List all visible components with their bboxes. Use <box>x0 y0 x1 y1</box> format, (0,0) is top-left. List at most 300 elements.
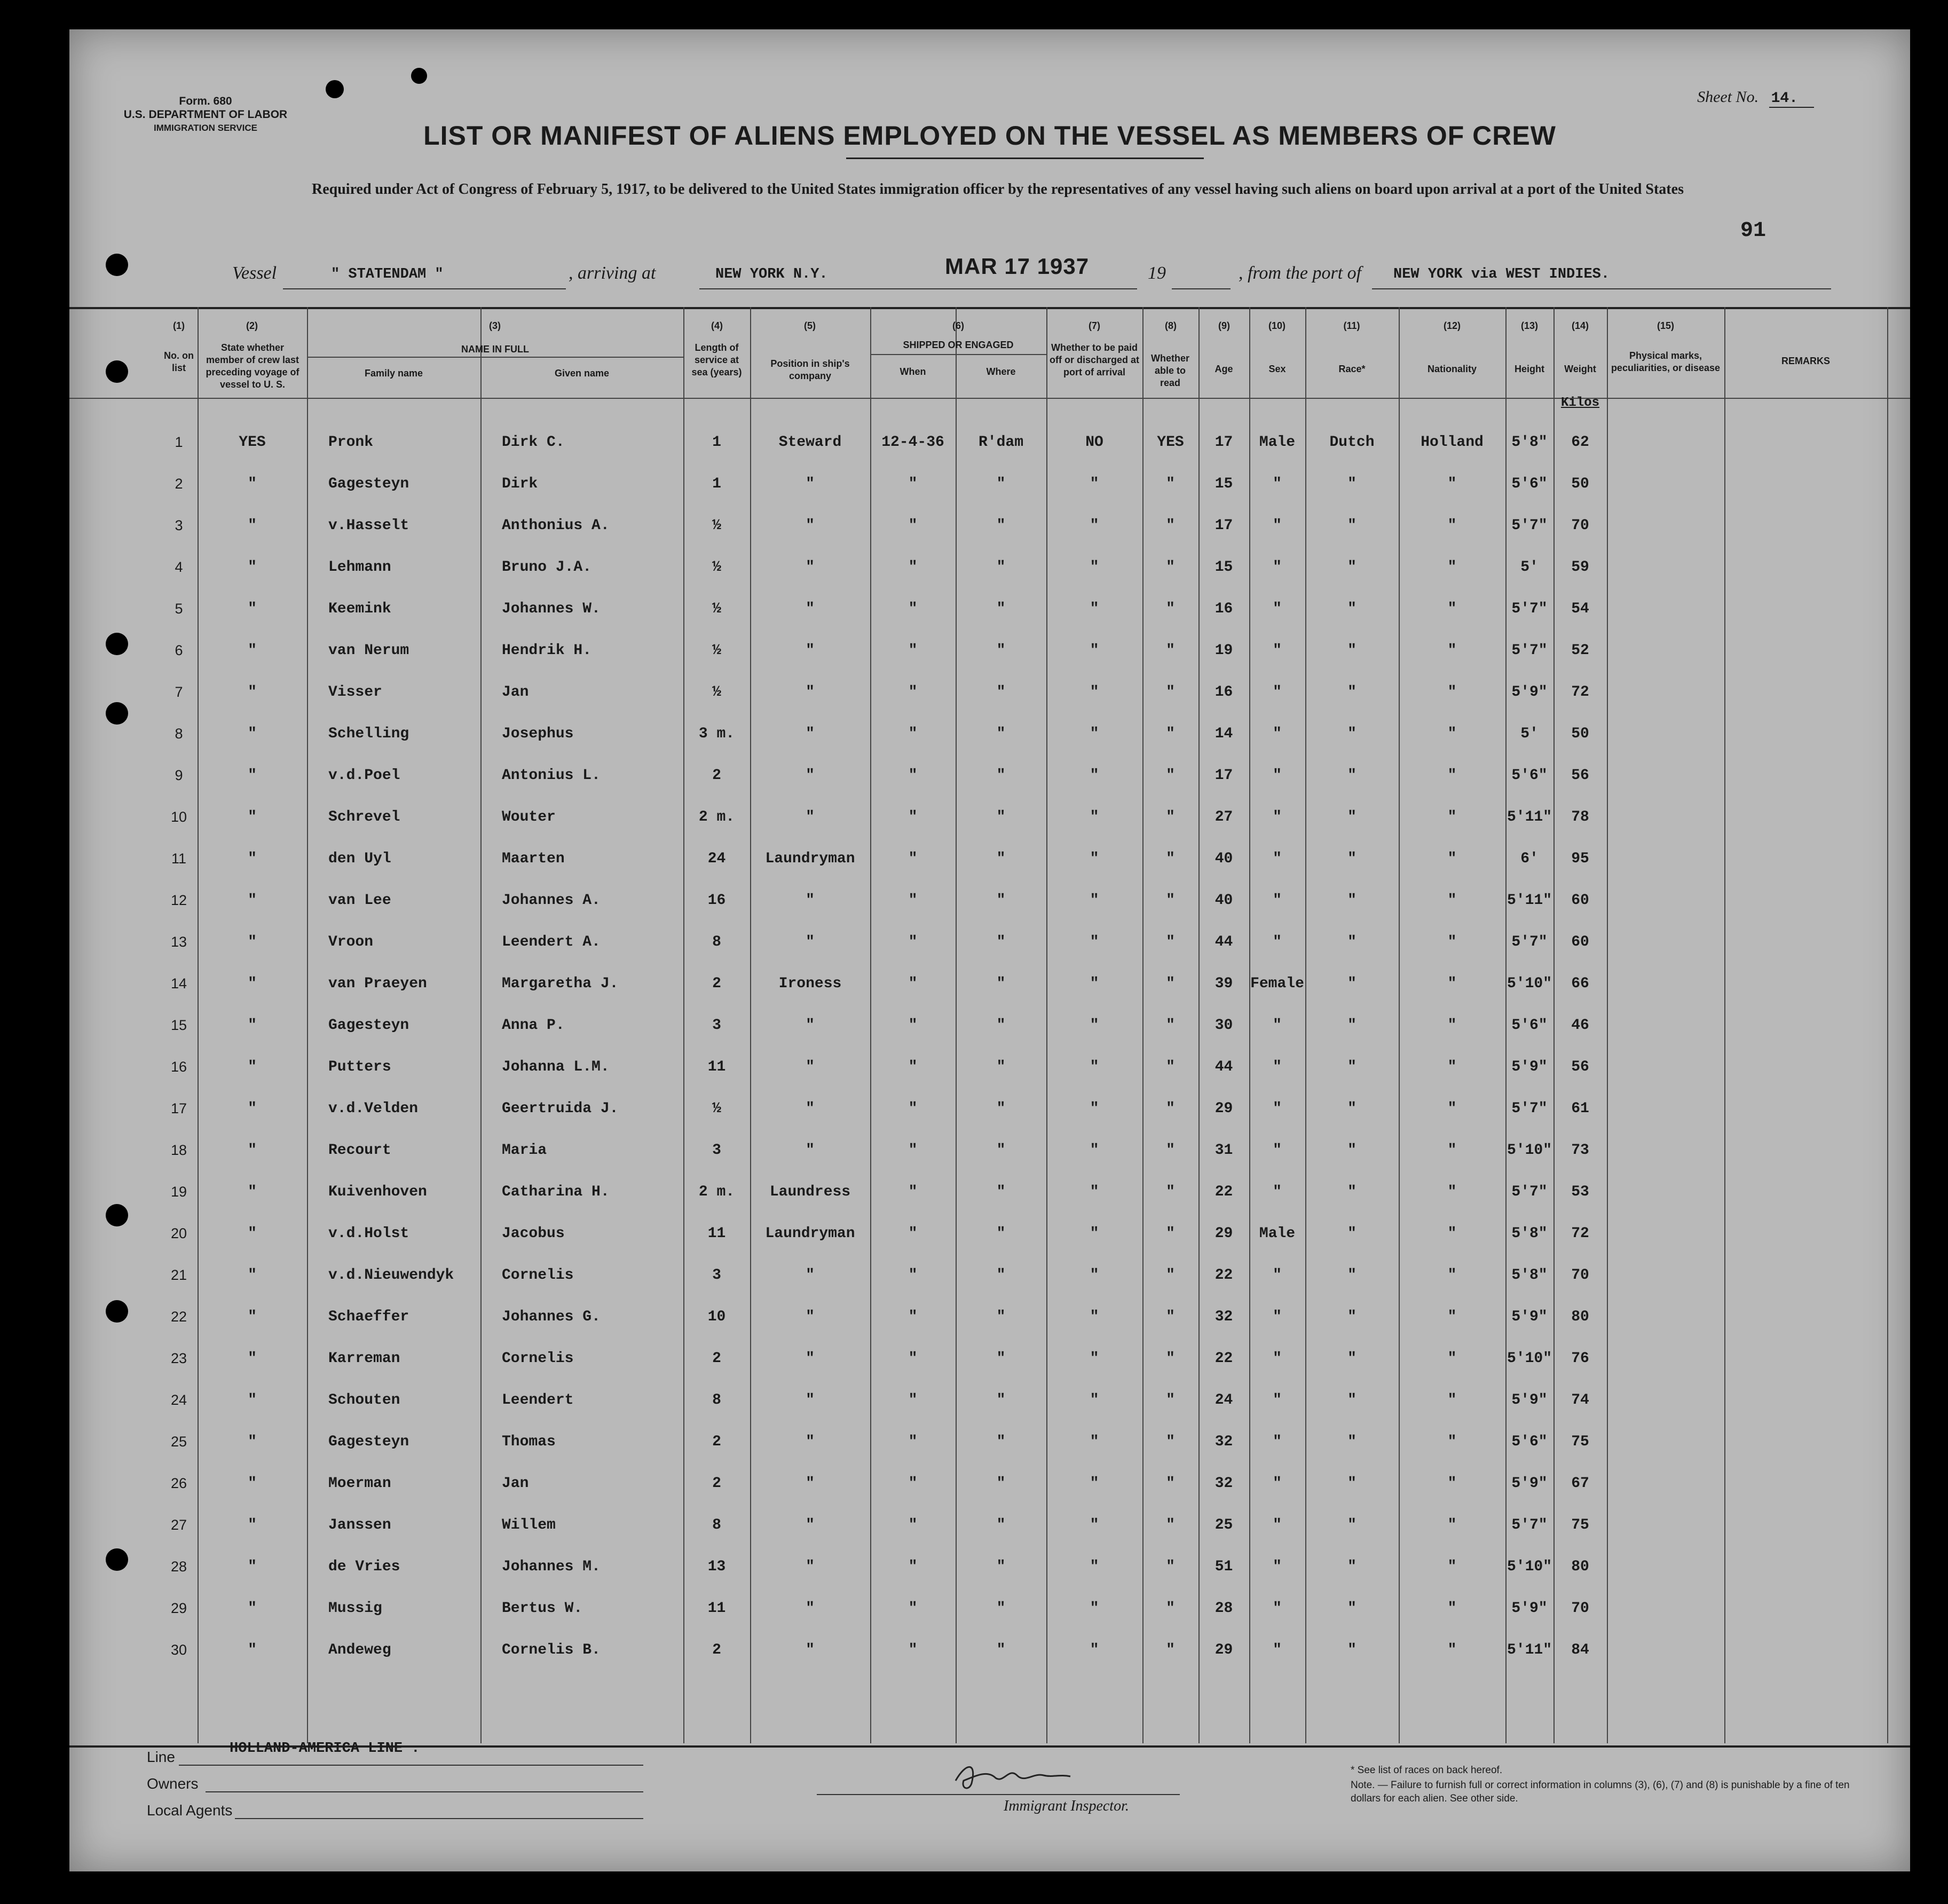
family-name-cell: Gagesteyn <box>328 476 409 492</box>
age-cell: 28 <box>1214 1600 1233 1617</box>
race-cell: " <box>1347 851 1356 867</box>
shipped-where-cell: " <box>996 476 1006 492</box>
able-to-read-cell: " <box>1166 1059 1175 1075</box>
vessel-underline <box>283 288 566 289</box>
given-name-cell: Maarten <box>502 851 565 867</box>
position-cell: " <box>806 559 815 576</box>
nationality-cell: " <box>1447 809 1457 825</box>
shipped-when-cell: " <box>908 1184 918 1200</box>
row-number: 14 <box>170 975 187 992</box>
shipped-when-cell: " <box>908 1017 918 1034</box>
given-name-cell: Johanna L.M. <box>502 1059 610 1075</box>
length-of-service-cell: 8 <box>712 1392 721 1409</box>
form-number: Form. 680 <box>179 95 232 107</box>
race-cell: " <box>1347 1434 1356 1450</box>
length-of-service-cell: 3 <box>712 1017 721 1034</box>
from-port-underline <box>1372 288 1831 289</box>
paid-off-cell: " <box>1090 1642 1099 1658</box>
previous-voyage-cell: " <box>248 1559 257 1575</box>
height-cell: 5'7" <box>1511 1184 1548 1200</box>
position-cell: Laundryman <box>765 1225 855 1242</box>
paid-off-cell: " <box>1090 767 1099 784</box>
paid-off-cell: " <box>1090 1559 1099 1575</box>
length-of-service-cell: 2 <box>712 1350 721 1367</box>
shipped-where-cell: " <box>996 1517 1006 1533</box>
able-to-read-cell: " <box>1166 1517 1175 1533</box>
race-cell: " <box>1347 517 1356 534</box>
table-row <box>69 1174 1910 1216</box>
height-cell: 5'9" <box>1511 684 1548 701</box>
age-cell: 39 <box>1214 975 1233 992</box>
row-number: 8 <box>175 726 183 742</box>
length-of-service-cell: 2 m. <box>698 1184 735 1200</box>
nationality-cell: " <box>1447 1309 1457 1325</box>
shipped-when-cell: " <box>908 1142 918 1159</box>
footnote-note: Note. — Failure to furnish full or correct information in columns (3), (6), (7) and (8) is punishable by a fine of ten dollars for each alien. See other side. <box>1351 1780 1850 1804</box>
height-cell: 5'9" <box>1511 1059 1548 1075</box>
from-label: , from the port of <box>1239 263 1362 283</box>
age-cell: 32 <box>1214 1309 1233 1325</box>
length-of-service-cell: 8 <box>712 1517 721 1533</box>
paid-off-cell: " <box>1090 1225 1099 1242</box>
race-cell: " <box>1347 559 1356 576</box>
position-cell: " <box>806 726 815 742</box>
length-of-service-cell: 24 <box>707 851 726 867</box>
position-cell: Steward <box>778 434 842 451</box>
position-cell: " <box>806 809 815 825</box>
race-cell: " <box>1347 601 1356 617</box>
previous-voyage-cell: " <box>248 1142 257 1159</box>
column-number: (8) <box>1165 320 1177 331</box>
shipped-where-cell: " <box>996 1225 1006 1242</box>
row-number: 20 <box>170 1225 187 1241</box>
age-cell: 29 <box>1214 1100 1233 1117</box>
column-number: (9) <box>1218 320 1230 331</box>
given-name-cell: Wouter <box>502 809 556 825</box>
table-row <box>69 674 1910 716</box>
previous-voyage-cell: " <box>248 642 257 659</box>
weight-cell: 76 <box>1571 1350 1589 1367</box>
row-number: 18 <box>170 1142 187 1158</box>
shipped-when-cell: " <box>908 1309 918 1325</box>
race-cell: " <box>1347 975 1356 992</box>
given-name-cell: Bertus W. <box>502 1600 583 1617</box>
paid-off-cell: " <box>1090 726 1099 742</box>
height-cell: 5'10" <box>1507 975 1552 992</box>
shipped-when-cell: " <box>908 1642 918 1658</box>
table-row <box>69 1632 1910 1674</box>
sex-cell: " <box>1273 767 1282 784</box>
weight-cell: 66 <box>1571 975 1589 992</box>
page-title: LIST OR MANIFEST OF ALIENS EMPLOYED ON THE VESSEL AS MEMBERS OF CREW <box>423 121 1556 151</box>
shipped-when-cell: 12-4-36 <box>881 434 944 451</box>
table-row <box>69 508 1910 549</box>
length-of-service-cell: ½ <box>712 601 721 617</box>
able-to-read-cell: " <box>1166 1309 1175 1325</box>
shipped-where-cell: " <box>996 642 1006 659</box>
row-number: 2 <box>175 476 183 492</box>
position-cell: " <box>806 1100 815 1117</box>
shipped-where-cell: " <box>996 601 1006 617</box>
able-to-read-cell: " <box>1166 975 1175 992</box>
weight-cell: 59 <box>1571 559 1589 576</box>
shipped-when-cell: " <box>908 642 918 659</box>
previous-voyage-cell: " <box>248 767 257 784</box>
sex-cell: " <box>1273 601 1282 617</box>
shipped-where-cell: " <box>996 726 1006 742</box>
position-cell: Ironess <box>778 975 842 992</box>
shipped-when-cell: " <box>908 1600 918 1617</box>
family-name-cell: Schelling <box>328 726 409 742</box>
able-to-read-cell: " <box>1166 1350 1175 1367</box>
shipped-where-cell: " <box>996 1559 1006 1575</box>
race-cell: " <box>1347 476 1356 492</box>
able-to-read-cell: " <box>1166 1392 1175 1409</box>
height-cell: 5'6" <box>1511 767 1548 784</box>
column-number: (5) <box>804 320 816 331</box>
given-name-cell: Antonius L. <box>502 767 601 784</box>
age-cell: 22 <box>1214 1184 1233 1200</box>
sex-cell: " <box>1273 642 1282 659</box>
table-row <box>69 549 1910 591</box>
given-name-cell: Hendrik H. <box>502 642 592 659</box>
family-name-cell: Gagesteyn <box>328 1017 409 1034</box>
row-number: 12 <box>170 892 187 908</box>
length-of-service-cell: ½ <box>712 517 721 534</box>
previous-voyage-cell: " <box>248 975 257 992</box>
shipped-when-cell: " <box>908 1475 918 1492</box>
race-cell: " <box>1347 809 1356 825</box>
port-underline <box>699 288 1137 289</box>
length-of-service-cell: 1 <box>712 434 721 451</box>
height-cell: 5'8" <box>1511 1225 1548 1242</box>
nationality-cell: Holland <box>1421 434 1484 451</box>
sex-cell: " <box>1273 726 1282 742</box>
row-number: 10 <box>170 809 187 825</box>
paid-off-cell: " <box>1090 1475 1099 1492</box>
footnote-races: * See list of races on back hereof. <box>1351 1765 1503 1776</box>
length-of-service-cell: ½ <box>712 1100 721 1117</box>
binder-hole <box>326 80 344 98</box>
length-of-service-cell: 13 <box>707 1559 726 1575</box>
age-cell: 17 <box>1214 767 1233 784</box>
position-cell: " <box>806 642 815 659</box>
length-of-service-cell: 1 <box>712 476 721 492</box>
row-number: 16 <box>170 1059 187 1075</box>
given-name-cell: Cornelis <box>502 1350 574 1367</box>
age-cell: 16 <box>1214 601 1233 617</box>
sex-cell: " <box>1273 1475 1282 1492</box>
weight-cell: 74 <box>1571 1392 1589 1409</box>
height-cell: 5'9" <box>1511 1392 1548 1409</box>
given-name-cell: Anna P. <box>502 1017 565 1034</box>
family-name-cell: Janssen <box>328 1517 391 1533</box>
shipped-when-cell: " <box>908 684 918 701</box>
position-cell: " <box>806 1642 815 1658</box>
family-name-cell: Visser <box>328 684 382 701</box>
position-cell: " <box>806 601 815 617</box>
age-cell: 22 <box>1214 1350 1233 1367</box>
position-cell: " <box>806 1517 815 1533</box>
race-cell: Dutch <box>1329 434 1375 451</box>
height-cell: 5'9" <box>1511 1309 1548 1325</box>
col-header-when: When <box>900 366 926 377</box>
table-row <box>69 1132 1910 1174</box>
shipped-where-cell: " <box>996 809 1006 825</box>
shipped-where-cell: " <box>996 767 1006 784</box>
family-name-cell: Recourt <box>328 1142 391 1159</box>
able-to-read-cell: " <box>1166 851 1175 867</box>
row-number: 21 <box>170 1267 187 1283</box>
paid-off-cell: " <box>1090 1517 1099 1533</box>
weight-cell: 78 <box>1571 809 1589 825</box>
height-cell: 5' <box>1520 559 1539 576</box>
previous-voyage-cell: " <box>248 517 257 534</box>
able-to-read-cell: " <box>1166 1475 1175 1492</box>
col-header-where: Where <box>986 366 1016 377</box>
able-to-read-cell: " <box>1166 1600 1175 1617</box>
vessel-info-line <box>69 254 1910 290</box>
sex-cell: " <box>1273 809 1282 825</box>
row-number: 1 <box>175 434 183 450</box>
sex-cell: " <box>1273 1017 1282 1034</box>
previous-voyage-cell: " <box>248 684 257 701</box>
table-row <box>69 633 1910 674</box>
height-cell: 5'10" <box>1507 1142 1552 1159</box>
sex-cell: " <box>1273 1642 1282 1658</box>
nationality-cell: " <box>1447 1059 1457 1075</box>
race-cell: " <box>1347 1100 1356 1117</box>
family-name-cell: Moerman <box>328 1475 391 1492</box>
age-cell: 19 <box>1214 642 1233 659</box>
shipped-when-cell: " <box>908 975 918 992</box>
table-row <box>69 1008 1910 1049</box>
nationality-cell: " <box>1447 726 1457 742</box>
age-cell: 17 <box>1214 517 1233 534</box>
col-header-physical-marks: Physical marks, peculiarities, or disease <box>1611 350 1721 373</box>
shipped-when-cell: " <box>908 559 918 576</box>
col-header-remarks: REMARKS <box>1781 356 1830 366</box>
nationality-cell: " <box>1447 1184 1457 1200</box>
sheet-number-value: 14. <box>1769 90 1814 108</box>
table-row <box>69 1299 1910 1341</box>
family-name-cell: v.d.Poel <box>328 767 400 784</box>
weight-cell: 52 <box>1571 642 1589 659</box>
shipped-where-cell: " <box>996 1059 1006 1075</box>
family-name-cell: Putters <box>328 1059 391 1075</box>
nationality-cell: " <box>1447 559 1457 576</box>
shipped-where-cell: " <box>996 1017 1006 1034</box>
weight-cell: 95 <box>1571 851 1589 867</box>
position-cell: " <box>806 1600 815 1617</box>
date-stamp: MAR 17 1937 <box>945 254 1090 279</box>
nationality-cell: " <box>1447 851 1457 867</box>
position-cell: " <box>806 1559 815 1575</box>
previous-voyage-cell: " <box>248 1225 257 1242</box>
given-name-cell: Catharina H. <box>502 1184 610 1200</box>
col-header-previous-voyage: State whether member of crew last preceding voyage of vessel to U. S. <box>206 342 299 390</box>
service-name: IMMIGRATION SERVICE <box>154 123 257 133</box>
paid-off-cell: " <box>1090 601 1099 617</box>
side-number: 91 <box>1740 219 1766 243</box>
paid-off-cell: " <box>1090 1600 1099 1617</box>
position-cell: " <box>806 684 815 701</box>
manifest-sheet <box>69 29 1910 1871</box>
height-cell: 5'7" <box>1511 1100 1548 1117</box>
shipped-when-cell: " <box>908 517 918 534</box>
shipped-where-cell: R'dam <box>978 434 1023 451</box>
able-to-read-cell: " <box>1166 934 1175 950</box>
row-number: 23 <box>170 1350 187 1366</box>
weight-cell: 84 <box>1571 1642 1589 1658</box>
able-to-read-cell: " <box>1166 726 1175 742</box>
age-cell: 29 <box>1214 1225 1233 1242</box>
shipped-where-cell: " <box>996 1600 1006 1617</box>
table-row <box>69 799 1910 841</box>
race-cell: " <box>1347 1642 1356 1658</box>
previous-voyage-cell: " <box>248 1017 257 1034</box>
given-name-cell: Willem <box>502 1517 556 1533</box>
length-of-service-cell: 11 <box>707 1059 726 1075</box>
nationality-cell: " <box>1447 1642 1457 1658</box>
shipped-where-cell: " <box>996 892 1006 909</box>
able-to-read-cell: " <box>1166 1267 1175 1284</box>
sex-cell: " <box>1273 1350 1282 1367</box>
departure-port: NEW YORK via WEST INDIES. <box>1393 266 1610 282</box>
shipped-when-cell: " <box>908 892 918 909</box>
family-name-cell: Schaeffer <box>328 1309 409 1325</box>
shipped-where-cell: " <box>996 517 1006 534</box>
family-name-cell: Kuivenhoven <box>328 1184 427 1200</box>
age-cell: 24 <box>1214 1392 1233 1409</box>
position-cell: " <box>806 767 815 784</box>
height-cell: 5'11" <box>1507 1642 1552 1658</box>
race-cell: " <box>1347 1559 1356 1575</box>
race-cell: " <box>1347 1267 1356 1284</box>
weight-cell: 60 <box>1571 934 1589 950</box>
weight-cell: 73 <box>1571 1142 1589 1159</box>
row-number: 9 <box>175 767 183 783</box>
given-name-cell: Johannes G. <box>502 1309 601 1325</box>
col-header-able-to-read: Whether able to read <box>1151 353 1189 388</box>
binder-hole <box>411 68 427 84</box>
age-cell: 40 <box>1214 892 1233 909</box>
row-number: 27 <box>170 1517 187 1533</box>
previous-voyage-cell: " <box>248 1475 257 1492</box>
table-row <box>69 1507 1910 1549</box>
able-to-read-cell: " <box>1166 642 1175 659</box>
position-cell: " <box>806 1142 815 1159</box>
department-name: U.S. DEPARTMENT OF LABOR <box>123 108 288 121</box>
shipped-where-cell: " <box>996 1392 1006 1409</box>
able-to-read-cell: " <box>1166 559 1175 576</box>
sex-cell: Male <box>1259 1225 1296 1242</box>
shipped-where-cell: " <box>996 1100 1006 1117</box>
row-number: 25 <box>170 1434 187 1450</box>
row-number: 7 <box>175 684 183 700</box>
given-name-cell: Jacobus <box>502 1225 565 1242</box>
race-cell: " <box>1347 892 1356 909</box>
length-of-service-cell: 2 <box>712 767 721 784</box>
height-cell: 5'7" <box>1511 1517 1548 1533</box>
family-name-cell: v.Hasselt <box>328 517 409 534</box>
table-row <box>69 1591 1910 1632</box>
family-name-cell: Mussig <box>328 1600 382 1617</box>
table-row <box>69 883 1910 924</box>
able-to-read-cell: " <box>1166 1642 1175 1658</box>
able-to-read-cell: " <box>1166 476 1175 492</box>
weight-cell: 60 <box>1571 892 1589 909</box>
nationality-cell: " <box>1447 1434 1457 1450</box>
table-row <box>69 1466 1910 1507</box>
previous-voyage-cell: " <box>248 726 257 742</box>
col-header-weight: Weight <box>1564 364 1596 374</box>
family-name-cell: Schrevel <box>328 809 400 825</box>
shipped-where-cell: " <box>996 1267 1006 1284</box>
col-header-given-name: Given name <box>554 368 610 379</box>
length-of-service-cell: 2 <box>712 1434 721 1450</box>
col-header-position: Position in ship's company <box>770 358 850 381</box>
arriving-label: , arriving at <box>569 263 656 283</box>
length-of-service-cell: 3 m. <box>698 726 735 742</box>
previous-voyage-cell: " <box>248 559 257 576</box>
previous-voyage-cell: " <box>248 1350 257 1367</box>
sex-cell: " <box>1273 1059 1282 1075</box>
row-number: 22 <box>170 1309 187 1325</box>
year-label: 19 <box>1148 263 1166 283</box>
line-value: HOLLAND-AMERICA LINE . <box>230 1741 420 1757</box>
sex-cell: " <box>1273 1100 1282 1117</box>
height-cell: 5'11" <box>1507 892 1552 909</box>
shipped-when-cell: " <box>908 851 918 867</box>
height-cell: 5'6" <box>1511 1434 1548 1450</box>
nationality-cell: " <box>1447 1017 1457 1034</box>
local-agents-label: Local Agents <box>147 1802 233 1819</box>
given-name-cell: Cornelis B. <box>502 1642 601 1658</box>
nationality-cell: " <box>1447 1392 1457 1409</box>
given-name-cell: Geertruida J. <box>502 1100 619 1117</box>
sex-cell: " <box>1273 1600 1282 1617</box>
nationality-cell: " <box>1447 1100 1457 1117</box>
age-cell: 32 <box>1214 1475 1233 1492</box>
previous-voyage-cell: " <box>248 1309 257 1325</box>
nationality-cell: " <box>1447 1142 1457 1159</box>
sex-cell: " <box>1273 1434 1282 1450</box>
previous-voyage-cell: " <box>248 809 257 825</box>
given-name-cell: Jan <box>502 684 529 701</box>
shipped-when-cell: " <box>908 1434 918 1450</box>
nationality-cell: " <box>1447 601 1457 617</box>
able-to-read-cell: " <box>1166 1142 1175 1159</box>
family-name-cell: van Nerum <box>328 642 409 659</box>
nationality-cell: " <box>1447 975 1457 992</box>
length-of-service-cell: 11 <box>707 1600 726 1617</box>
weight-cell: 62 <box>1571 434 1589 451</box>
age-cell: 44 <box>1214 934 1233 950</box>
paid-off-cell: " <box>1090 559 1099 576</box>
paid-off-cell: " <box>1090 1350 1099 1367</box>
paid-off-cell: " <box>1090 809 1099 825</box>
column-number: (7) <box>1089 320 1100 331</box>
vessel-label: Vessel <box>232 263 277 283</box>
sex-cell: " <box>1273 559 1282 576</box>
weight-cell: 75 <box>1571 1517 1589 1533</box>
family-name-cell: van Praeyen <box>328 975 427 992</box>
table-row <box>69 1424 1910 1466</box>
arrival-port: NEW YORK N.Y. <box>715 266 828 282</box>
shipped-where-cell: " <box>996 1184 1006 1200</box>
race-cell: " <box>1347 684 1356 701</box>
